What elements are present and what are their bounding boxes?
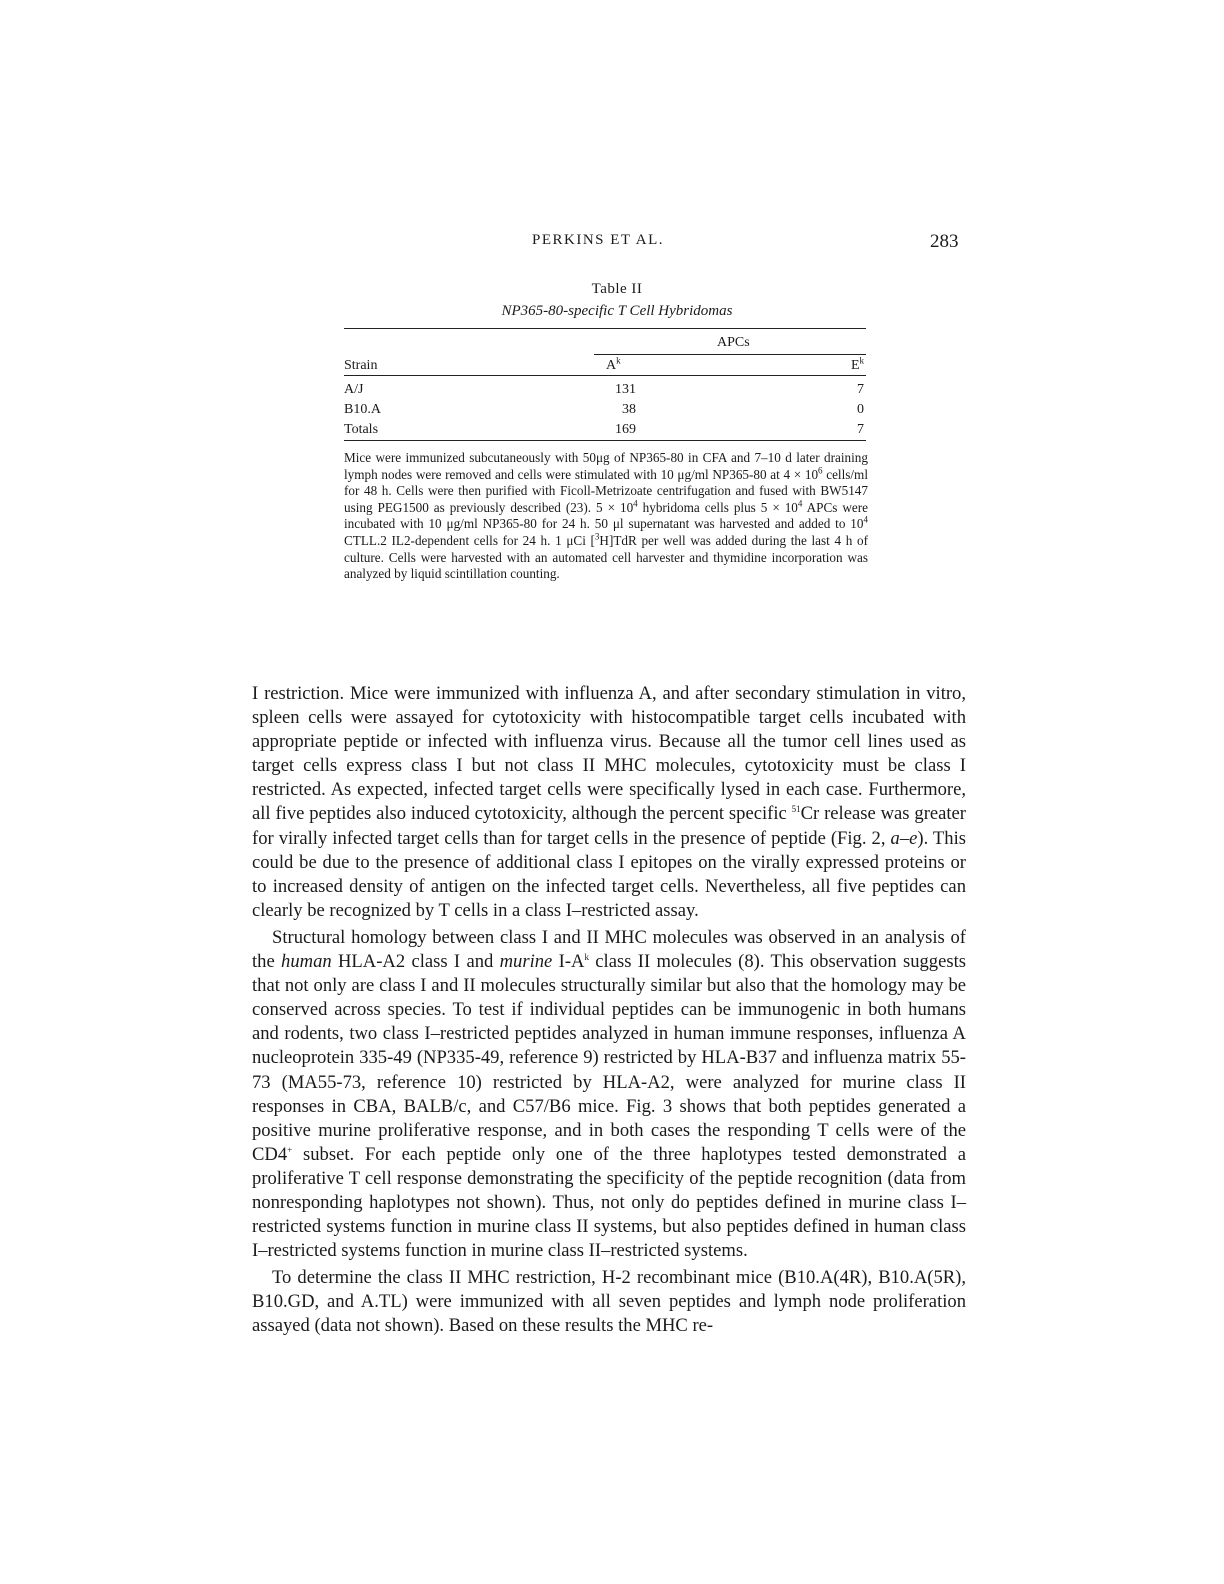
table-group-row	[344, 329, 866, 355]
cell-ek: 7	[857, 422, 864, 437]
cell-strain: B10.A	[344, 402, 381, 417]
table-footnote: Mice were immunized subcutaneously with 50μg of NP365-80 in CFA and 7–10 d later draining lymph nodes were removed and cells were stimulated with 10 μg/ml NP365-80 at $4 \times 10^6$ cells/ml for 48 h. Cells were then purified with Ficoll-Metrizoate centrifugation and fused with BW5147 using PEG1500 as previously described (23). $5 \times 10^4$ hybridoma cells plus $5 \times 10^4$ APCs were incubated with 10 μg/ml NP365-80 for 24 h. 50 μl supernatant was harvested and added to $10^4$ CTLL.2 IL2-dependent cells for 24 h. 1 μCi [$^3$H]TdR per well was added during the last 4 h of culture. Cells were harvested with an automated cell harvester and thymidine incorporation was analyzed by liquid scintillation counting.	[344, 450, 868, 582]
table-row	[344, 420, 866, 440]
paragraph: Structural homology between class I and II MHC molecules was observed in an analysis of the human HLA-A2 class I and murine $I-A^k$ class II molecules (8). This observation suggests that not only are class I and II molecules structurally similar but also that the homology may be conserved across species. To test if individual peptides can be immunogenic in both humans and rodents, two class I–restricted peptides analyzed in human immune responses, influenza A nucleoprotein 335-49 (NP335-49, reference 9) restricted by HLA-B37 and influenza matrix 55-73 (MA55-73, reference 10) restricted by HLA-A2, were analyzed for murine class II responses in CBA, BALB/c, and C57/B6 mice. Fig. 3 shows that both peptides generated a positive murine proliferative response, and in both cases the responding T cells were of the CD4+ subset. For each peptide only one of the three haplotypes tested demonstrated a proliferative T cell response demonstrating the specificity of the peptide recognition (data from nonresponding haplotypes not shown). Thus, not only do peptides defined in murine class I–restricted systems function in murine class II systems, but also peptides defined in human class I–restricted systems function in murine class II–restricted systems.	[252, 926, 966, 1262]
table-row	[344, 400, 866, 420]
running-head: PERKINS ET AL.	[532, 232, 664, 248]
column-header-strain: Strain	[344, 358, 378, 373]
cell-strain: Totals	[344, 422, 379, 437]
page-number: 283	[930, 231, 959, 252]
body-text	[252, 682, 966, 1339]
column-header-ak: $A^k$	[606, 355, 621, 373]
data-table	[344, 328, 866, 441]
table-caption: NP365-80-specific T Cell Hybridomas	[501, 303, 733, 319]
table-bottom-rule	[344, 440, 866, 441]
table-header-row	[344, 355, 866, 375]
group-header-apcs: APCs	[717, 335, 750, 350]
paragraph: To determine the class II MHC restriction, H-2 recombinant mice (B10.A(4R), B10.A(5R), B10.GD, and A.TL) were immunized with all seven peptides and lymph node proliferation assayed (data not shown). Based on these results the MHC re-	[252, 1267, 966, 1337]
cell-ak: 131	[615, 382, 636, 397]
table-title: Table II	[591, 281, 643, 297]
cell-ek: 0	[857, 402, 864, 417]
cell-ak: 169	[615, 422, 636, 437]
cell-ak: 38	[622, 402, 636, 417]
table-row	[344, 380, 866, 400]
cell-strain: A/J	[344, 382, 364, 397]
cell-ek: 7	[857, 382, 864, 397]
table-body	[344, 376, 866, 440]
paragraph: I restriction. Mice were immunized with influenza A, and after secondary stimulation in vitro, spleen cells were assayed for cytotoxicity with histocompatible target cells incubated with appropriate peptide or infected with influenza virus. Because all the tumor cell lines used as target cells express class I but not class II MHC molecules, cytotoxicity must be class I restricted. As expected, infected target cells were specifically lysed in each case. Furthermore, all five peptides also induced cytotoxicity, although the percent specific $^{51}$Cr release was greater for virally infected target cells than for target cells in the presence of peptide (Fig. 2, a–e). This could be due to the presence of additional class I epitopes on the virally expressed proteins or to increased density of antigen on the infected target cells. Nevertheless, all five peptides can clearly be recognized by T cells in a class I–restricted assay.	[252, 683, 966, 921]
column-header-ek: $E^k$	[850, 355, 864, 373]
